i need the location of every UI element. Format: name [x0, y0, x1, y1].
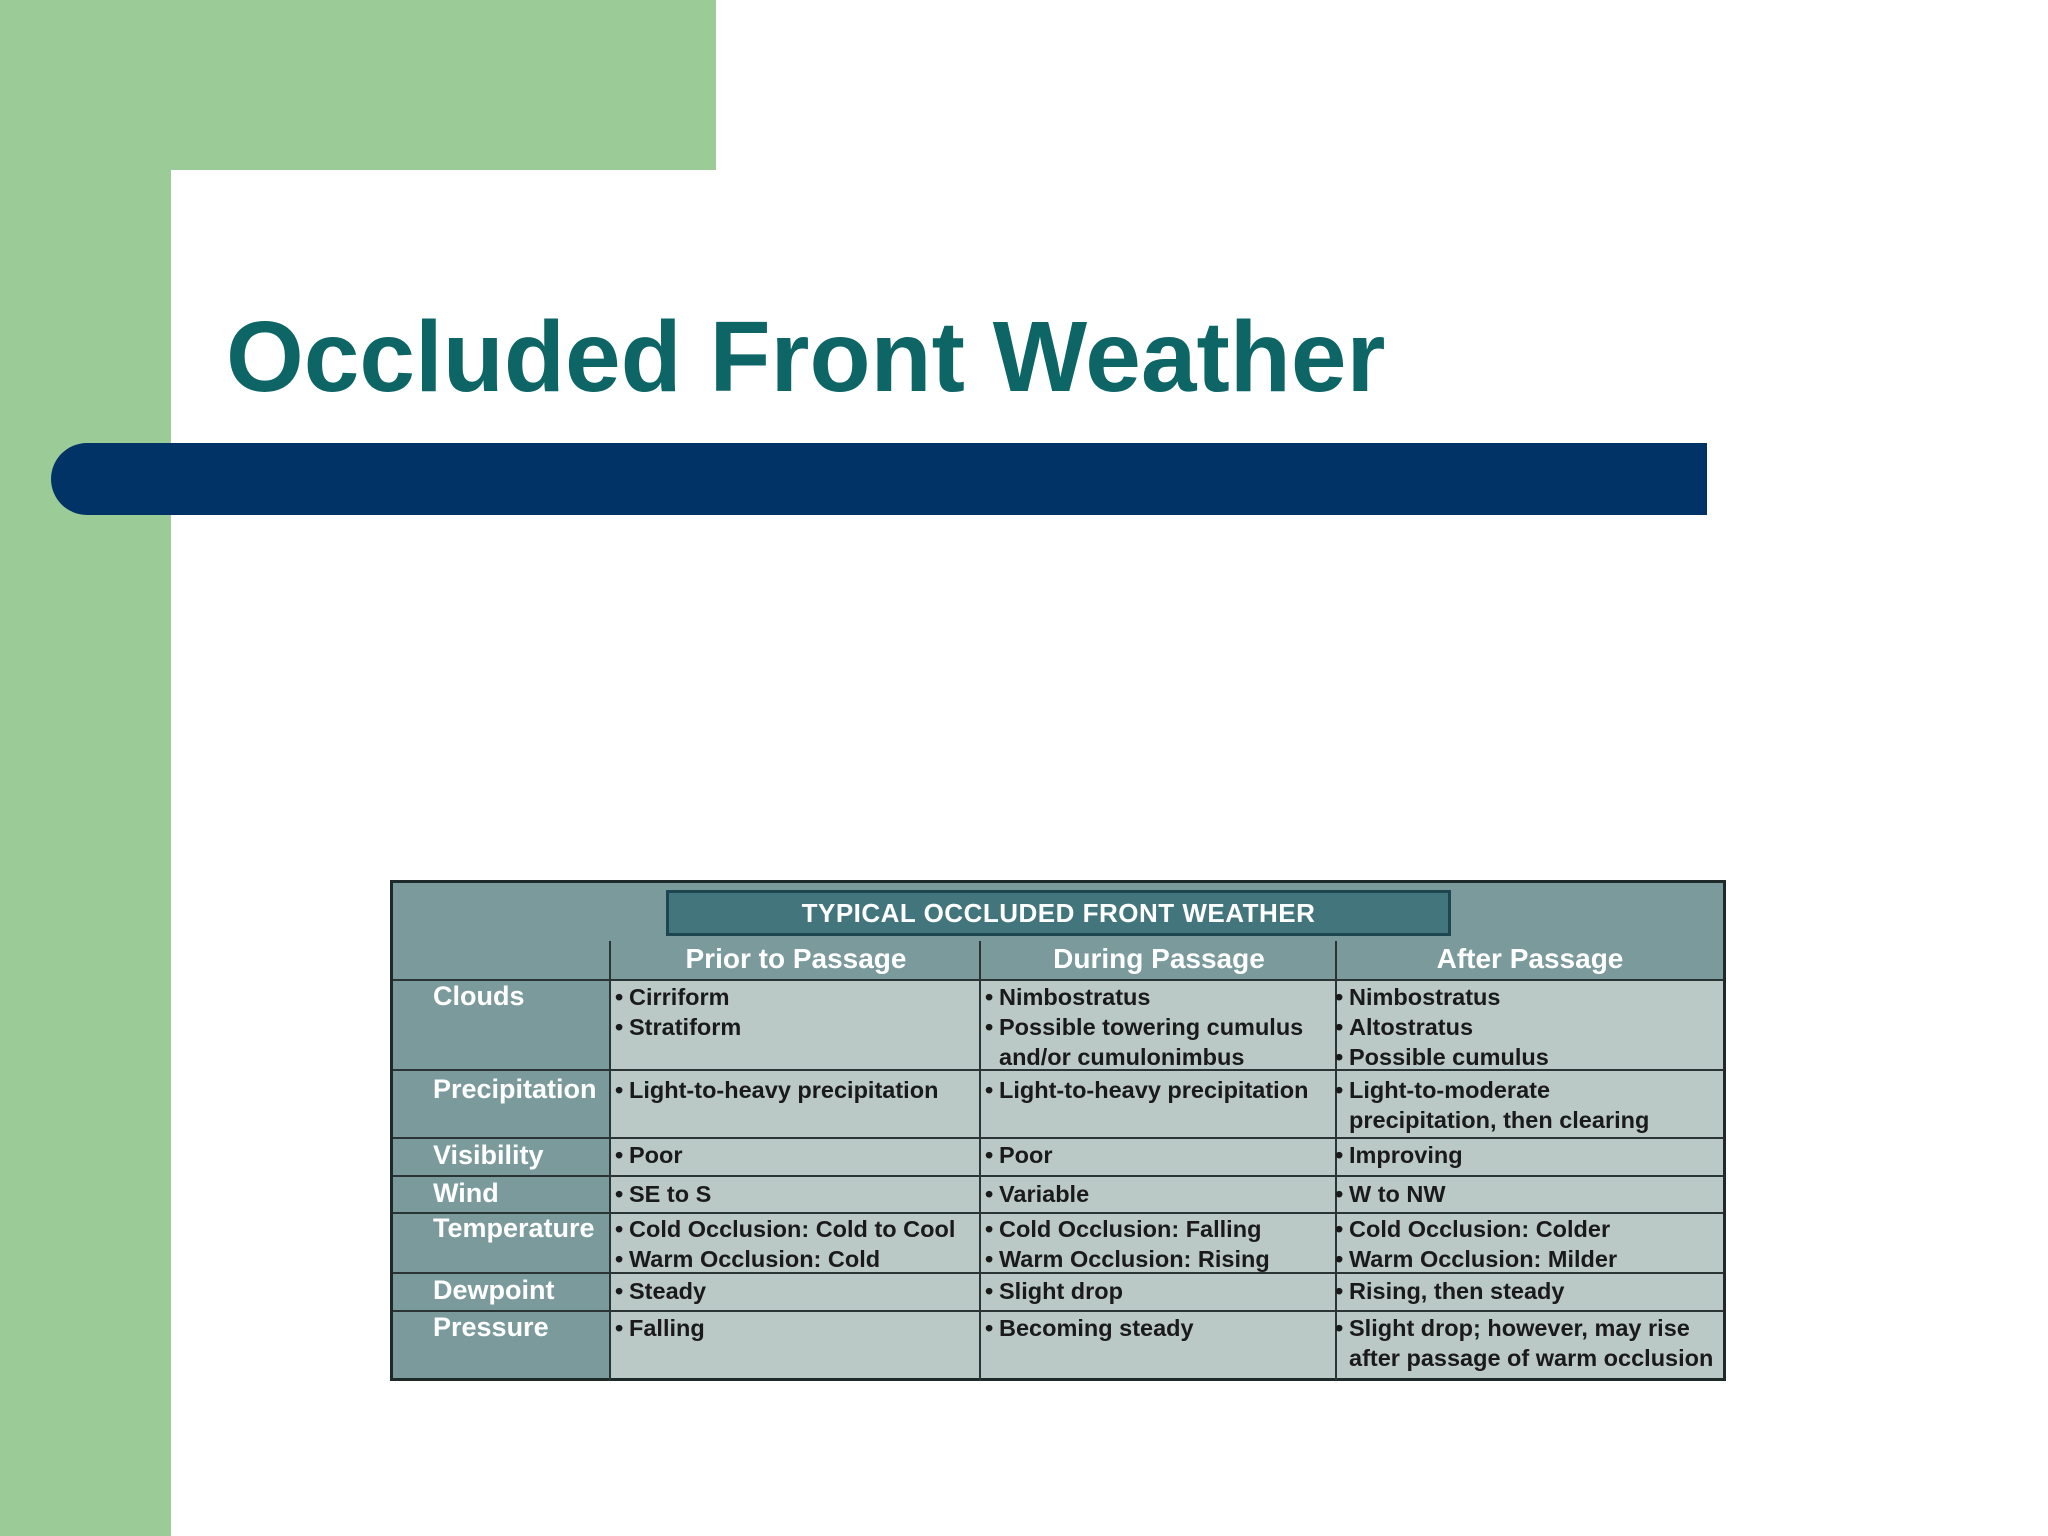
list-item: • Poor — [615, 1140, 683, 1170]
table-banner: TYPICAL OCCLUDED FRONT WEATHER — [666, 890, 1451, 936]
list-item: • Altostratus — [1335, 1012, 1549, 1042]
green-sidebar — [0, 0, 171, 1536]
list-item: • Possible towering cumulus — [985, 1012, 1303, 1042]
cell-wind-after — [1335, 1179, 1446, 1209]
cell-temperature-prior — [615, 1214, 955, 1274]
header-after-passage: After Passage — [1436, 943, 1624, 974]
occluded-front-weather-table — [390, 880, 1726, 1381]
cell-pressure-prior — [615, 1313, 705, 1343]
list-item: • Warm Occlusion: Cold — [615, 1244, 955, 1274]
cell-visibility-after — [1335, 1140, 1463, 1170]
cell-pressure-during — [985, 1313, 1194, 1343]
list-item: • Light-to-heavy precipitation — [615, 1075, 938, 1105]
row-divider — [393, 1137, 1723, 1139]
cell-visibility-during — [985, 1140, 1053, 1170]
list-item: • Poor — [985, 1140, 1053, 1170]
cell-temperature-during — [985, 1214, 1270, 1274]
list-item: • Variable — [985, 1179, 1089, 1209]
cell-wind-during — [985, 1179, 1089, 1209]
slide-title: Occluded Front Weather — [226, 301, 1386, 413]
column-divider — [609, 941, 611, 1381]
row-label-precipitation: Precipitation — [433, 1074, 597, 1104]
list-item: • Nimbostratus — [1335, 982, 1549, 1012]
cell-clouds-during — [985, 982, 1303, 1072]
cell-clouds-after — [1335, 982, 1549, 1072]
list-item: • SE to S — [615, 1179, 711, 1209]
cell-precipitation-during — [985, 1075, 1308, 1105]
list-item: • Light-to-heavy precipitation — [985, 1075, 1308, 1105]
row-label-wind: Wind — [433, 1178, 499, 1208]
list-item-continuation: and/or cumulonimbus — [999, 1044, 1245, 1070]
row-label-pressure: Pressure — [433, 1312, 549, 1342]
list-item: • Rising, then steady — [1335, 1276, 1564, 1306]
row-label-dewpoint: Dewpoint — [433, 1275, 555, 1305]
cell-dewpoint-prior — [615, 1276, 706, 1306]
cell-precipitation-prior — [615, 1075, 938, 1105]
list-item: • W to NW — [1335, 1179, 1446, 1209]
list-item: • Warm Occlusion: Milder — [1335, 1244, 1617, 1274]
row-divider — [393, 979, 1723, 981]
row-label-temperature: Temperature — [433, 1213, 595, 1243]
column-divider — [979, 941, 981, 1381]
cell-visibility-prior — [615, 1140, 683, 1170]
title-underline-bar — [51, 443, 1707, 515]
cell-dewpoint-after — [1335, 1276, 1564, 1306]
row-label-visibility: Visibility — [433, 1140, 544, 1170]
row-label-clouds: Clouds — [433, 981, 525, 1011]
cell-temperature-after — [1335, 1214, 1617, 1274]
list-item: • Light-to-moderate — [1335, 1075, 1649, 1105]
list-item-continuation: after passage of warm occlusion — [1349, 1345, 1714, 1371]
list-item: • Stratiform — [615, 1012, 741, 1042]
list-item: • Cold Occlusion: Colder — [1335, 1214, 1617, 1244]
list-item: • Falling — [615, 1313, 705, 1343]
row-divider — [393, 1175, 1723, 1177]
list-item: • Possible cumulus — [1335, 1042, 1549, 1072]
list-item: • Cold Occlusion: Cold to Cool — [615, 1214, 955, 1244]
cell-dewpoint-during — [985, 1276, 1123, 1306]
list-item: • Steady — [615, 1276, 706, 1306]
list-item: • Becoming steady — [985, 1313, 1194, 1343]
list-item: • Nimbostratus — [985, 982, 1303, 1012]
list-item: • Cold Occlusion: Falling — [985, 1214, 1270, 1244]
cell-precipitation-after — [1335, 1075, 1649, 1135]
header-during-passage: During Passage — [1053, 943, 1265, 974]
cell-clouds-prior — [615, 982, 741, 1042]
list-item: • Slight drop; however, may rise — [1335, 1313, 1713, 1343]
cell-pressure-after — [1335, 1313, 1713, 1373]
green-top-band — [0, 0, 716, 170]
row-divider — [393, 1310, 1723, 1312]
list-item: • Cirriform — [615, 982, 741, 1012]
list-item: • Improving — [1335, 1140, 1463, 1170]
list-item: • Slight drop — [985, 1276, 1123, 1306]
header-prior-to-passage: Prior to Passage — [685, 943, 907, 974]
cell-wind-prior — [615, 1179, 711, 1209]
list-item: • Warm Occlusion: Rising — [985, 1244, 1270, 1274]
list-item-continuation: precipitation, then clearing — [1349, 1107, 1650, 1133]
